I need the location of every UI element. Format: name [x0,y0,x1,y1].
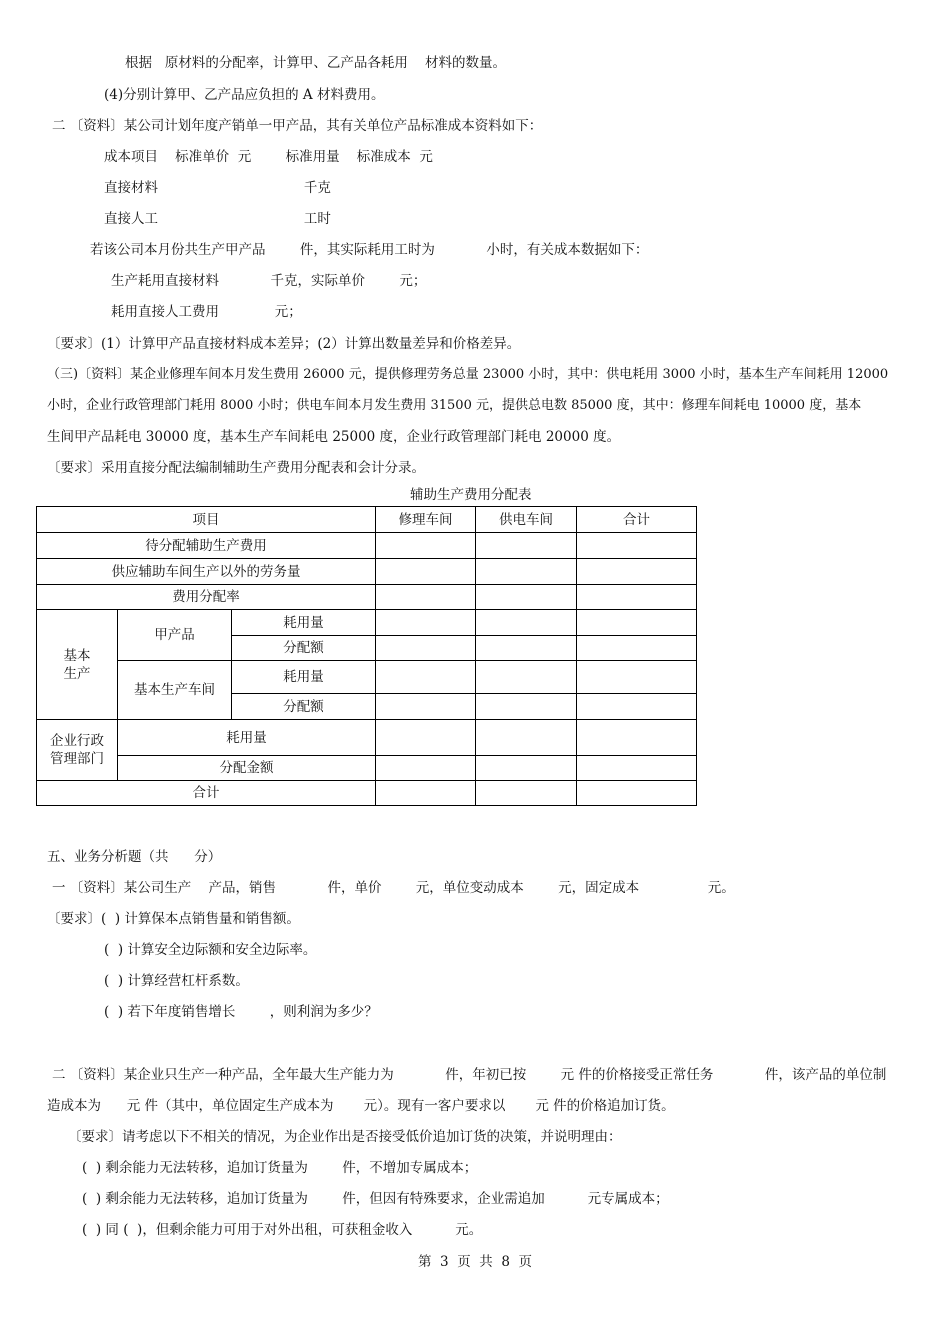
table-cell [376,533,476,559]
table-cell [577,661,697,694]
table-cell [577,533,697,559]
text-line: (4)分别计算甲、乙产品应负担的 A 材料费用。 [104,87,385,103]
table-cell [476,559,577,585]
table-cell [376,720,476,756]
text-line: 生产耗用直接材料 千克，实际单价 元； [111,273,427,289]
row-sublabel: 甲产品 [118,610,232,661]
group-label-line: 企业行政 [50,733,104,749]
table-cell [577,610,697,636]
text-line: ( ) 剩余能力无法转移，追加订货量为 件，不增加专属成本； [82,1160,478,1176]
allocation-table [36,506,697,806]
row-label: 耗用量 [232,661,376,694]
table-cell [376,661,476,694]
table-row [37,585,697,610]
text-line: 一 〔资料〕某公司生产 产品，销售 件，单价 元，单位变动成本 元，固定成本 元。 [52,880,735,896]
header-repair: 修理车间 [376,507,476,533]
page-footer: 第 3 页 共 8 页 [417,1254,533,1270]
table-cell [476,756,577,781]
text-line: 若该公司本月份共生产甲产品 件，其实际耗用工时为 小时，有关成本数据如下： [90,242,649,258]
table-cell [376,636,476,661]
table-cell [376,559,476,585]
row-group-label [37,610,118,720]
row-label: 分配金额 [118,756,376,781]
text-line: 成本项目 标准单价 元 标准用量 标准成本 元 [104,149,433,165]
text-line: ( ) 计算安全边际额和安全边际率。 [104,942,317,958]
table-cell [476,585,577,610]
group-label-line: 管理部门 [50,751,104,767]
row-label: 费用分配率 [37,585,376,610]
table-cell [476,694,577,720]
requirement-line: 〔要求〕请考虑以下不相关的情况，为企业作出是否接受低价追加订货的决策，并说明理由： [68,1129,622,1145]
header-item: 项目 [37,507,376,533]
group-label-line: 基本 [63,647,91,664]
text-line: （三)〔资料〕某企业修理车间本月发生费用 26000 元，提供修理劳务总量 23000 小时，其中：供电耗用 3000 小时，基本生产车间耗用 12000 [47,367,889,382]
row-label: 分配额 [232,694,376,720]
requirement-line: 〔要求〕( ) 计算保本点销售量和销售额。 [47,911,300,927]
text-line: ( ) 若下年度销售增长 ，则利润为多少？ [104,1004,378,1020]
table-cell [476,610,577,636]
table-row [37,756,697,781]
row-group-label [37,720,118,781]
table-cell [577,585,697,610]
header-total: 合计 [577,507,697,533]
row-label: 待分配辅助生产费用 [37,533,376,559]
table-cell [376,610,476,636]
text-line: 生间甲产品耗电 30000 度，基本生产车间耗电 25000 度，企业行政管理部门耗电 20000 度。 [47,429,621,445]
table-cell [577,694,697,720]
table-row [37,720,697,756]
group-label-line: 生产 [63,665,91,682]
table-cell [476,533,577,559]
table-cell [476,781,577,806]
text-line: 根据 原材料的分配率，计算甲、乙产品各耗用 材料的数量。 [125,55,507,71]
table-header-row [37,507,697,533]
row-label: 耗用量 [118,720,376,756]
text-line: 二 〔资料〕某企业只生产一种产品，全年最大生产能力为 件，年初已按 元 件的价格接受正常任务 件，该产品的单位制 [52,1067,887,1083]
row-label: 供应辅助车间生产以外的劳务量 [37,559,376,585]
table-row [37,610,697,636]
row-label: 耗用量 [232,610,376,636]
text-line: 直接材料 千克 [104,180,331,196]
section-heading: 五、业务分析题（共 分） [47,849,222,865]
table-cell [376,585,476,610]
table-cell [376,756,476,781]
table-cell [476,636,577,661]
table-row [37,559,697,585]
row-label: 分配额 [232,636,376,661]
section-heading: 二 〔资料〕某公司计划年度产销单一甲产品，其有关单位产品标准成本资料如下： [52,118,543,134]
row-sublabel: 基本生产车间 [118,661,232,720]
requirement-line: 〔要求〕(1）计算甲产品直接材料成本差异；(2）计算出数量差异和价格差异。 [47,336,521,352]
table-cell [476,661,577,694]
table-cell [476,720,577,756]
table-cell [577,756,697,781]
table-row [37,781,697,806]
requirement-line: 〔要求〕采用直接分配法编制辅助生产费用分配表和会计分录。 [47,460,425,476]
text-line: ( ) 剩余能力无法转移，追加订货量为 件，但因有特殊要求，企业需追加 元专属成本； [82,1191,669,1207]
text-line: ( ) 同 ( )，但剩余能力可用于对外出租，可获租金收入 元。 [82,1222,483,1238]
table-cell [577,781,697,806]
text-line: 造成本为 元 件（其中，单位固定生产成本为 元）。现有一客户要求以 元 件的价格追加订货。 [47,1098,675,1114]
table-caption: 辅助生产费用分配表 [410,487,532,503]
text-line: 小时，企业行政管理部门耗用 8000 小时；供电车间本月发生费用 31500 元，提供总电数 85000 度，其中：修理车间耗电 10000 度，基本 [47,398,862,413]
row-label: 合计 [37,781,376,806]
table-row [37,661,697,694]
table-cell [376,694,476,720]
table-row [37,533,697,559]
text-line: 直接人工 工时 [104,211,331,227]
table-cell [376,781,476,806]
table-cell [577,720,697,756]
text-line: 耗用直接人工费用 元； [111,304,302,320]
table-cell [577,559,697,585]
table-cell [577,636,697,661]
text-line: ( ) 计算经营杠杆系数。 [104,973,249,989]
header-power: 供电车间 [476,507,577,533]
